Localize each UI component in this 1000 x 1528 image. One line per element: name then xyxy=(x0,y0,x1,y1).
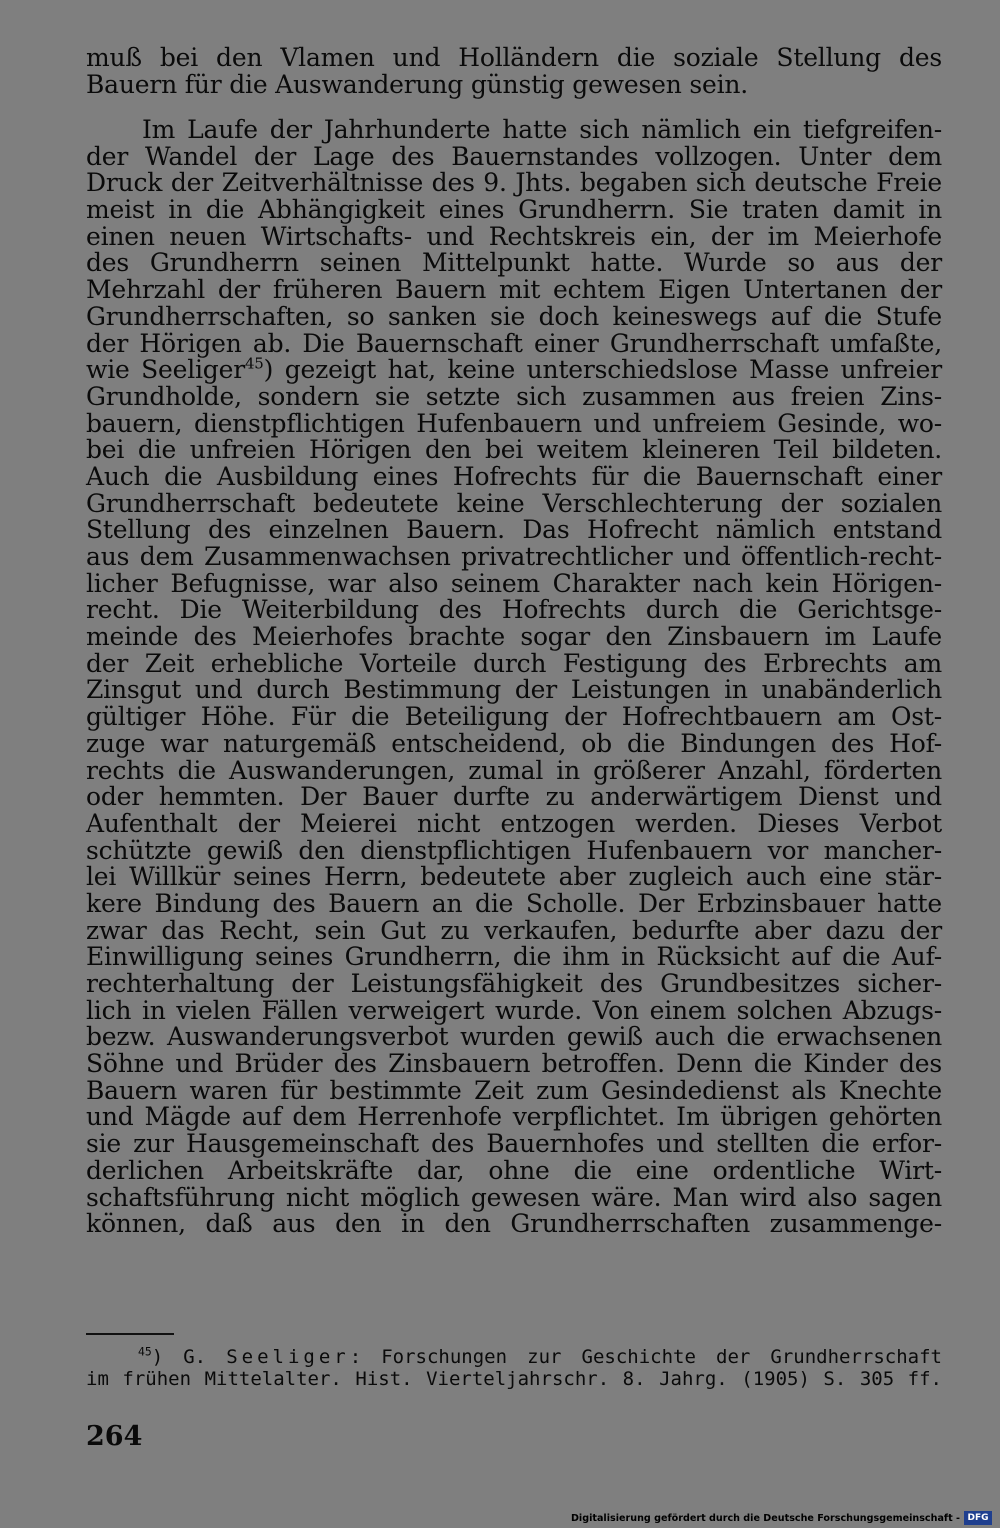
text-line: Im Laufe der Jahrhunderte hatte sich nämlich ein tiefgreifen- xyxy=(142,115,942,144)
text-line: muß bei den Vlamen und Holländern die soziale Stellung des xyxy=(86,43,942,72)
text-line: Mehrzahl der früheren Bauern mit echtem Eigen Untertanen der xyxy=(86,275,942,305)
footnote-line: im frühen Mittelalter. Hist. Vierteljahrschr. 8. Jahrg. (1905) S. 305 ff. xyxy=(86,1368,942,1390)
text-line: Zinsgut und durch Bestimmung der Leistungen in unabänderlich xyxy=(86,675,942,705)
text-line: der Wandel der Lage des Bauernstandes vollzogen. Unter dem xyxy=(86,141,942,171)
text-line: der Hörigen ab. Die Bauernschaft einer Grundherrschaft umfaßte, xyxy=(86,328,942,358)
text-line: der Zeit erhebliche Vorteile durch Festigung des Erbrechts am xyxy=(86,648,942,678)
credit-text: Digitalisierung gefördert durch die Deutsche Forschungsgemeinschaft - xyxy=(570,1512,960,1524)
text-line: schaftsführung nicht möglich gewesen wäre. Man wird also sagen xyxy=(86,1182,942,1212)
footnote-divider xyxy=(86,1333,174,1335)
text-line: Grundherrschaft bedeutete keine Verschlechterung der sozialen xyxy=(86,488,942,518)
text-line: bei die unfreien Hörigen den bei weitem kleineren Teil bildeten. xyxy=(86,435,942,465)
text-line: bauern, dienstpflichtigen Hufenbauern und unfreiem Gesinde, wo- xyxy=(86,408,942,438)
text-line: recht. Die Weiterbildung des Hofrechts durch die Gerichtsge- xyxy=(86,595,942,625)
footnote-line xyxy=(86,1346,942,1368)
line-segment: ) gezeigt hat, keine unterschiedslose Masse unfreier xyxy=(263,355,942,385)
text-line: Bauern waren für bestimmte Zeit zum Gesindedienst als Knechte xyxy=(86,1075,942,1105)
footnote-marker: 45 xyxy=(138,1344,152,1359)
page-number: 264 xyxy=(86,1421,143,1452)
text-line: rechterhaltung der Leistungsfähigkeit des Grundbesitzes sicher- xyxy=(86,969,942,998)
paragraph-1 xyxy=(86,45,942,98)
text-line: können, daß aus den in den Grundherrschaften zusammenge- xyxy=(86,1209,942,1239)
paragraph-2 xyxy=(86,117,942,1238)
line-segment: wie Seeliger xyxy=(86,355,245,385)
footnote-prefix: ) G. xyxy=(151,1346,207,1368)
text-line: Aufenthalt der Meierei nicht entzogen werden. Dieses Verbot xyxy=(86,808,942,838)
dfg-logo-icon: DFG xyxy=(964,1511,992,1525)
text-line: zwar das Recht, sein Gut zu verkaufen, bedurfte aber dazu der xyxy=(86,915,942,945)
text-line: Stellung des einzelnen Bauern. Das Hofrecht nämlich entstand xyxy=(86,515,942,545)
text-line: aus dem Zusammenwachsen privatrechtlicher und öffentlich-recht- xyxy=(86,542,942,571)
text-line: lich in vielen Fällen verweigert wurde. Von einem solchen Abzugs- xyxy=(86,995,942,1025)
text-line: derlichen Arbeitskräfte dar, ohne die eine ordentliche Wirt- xyxy=(86,1155,942,1185)
text-line: Grundholde, sondern sie setzte sich zusammen aus freien Zins- xyxy=(86,381,942,411)
text-line-with-footnote-ref xyxy=(86,354,942,385)
footnote xyxy=(86,1346,942,1390)
text-line: Auch die Ausbildung eines Hofrechts für die Bauernschaft einer xyxy=(86,461,942,491)
text-line: meinde des Meierhofes brachte sogar den Zinsbauern im Laufe xyxy=(86,622,942,652)
text-line: Einwilligung seines Grundherrn, die ihm in Rücksicht auf die Auf- xyxy=(86,942,942,972)
text-line: Bauern für die Auswanderung günstig gewesen sein. xyxy=(86,69,749,99)
text-line: schützte gewiß den dienstpflichtigen Hufenbauern vor mancher- xyxy=(86,835,942,865)
text-line: Druck der Zeitverhältnisse des 9. Jhts. begaben sich deutsche Freie xyxy=(86,168,942,198)
text-line: Grundherrschaften, so sanken sie doch keineswegs auf die Stufe xyxy=(86,301,942,331)
text-line: bezw. Auswanderungsverbot wurden gewiß auch die erwachsenen xyxy=(86,1022,942,1052)
text-line: sie zur Hausgemeinschaft des Bauernhofes und stellten die erfor- xyxy=(86,1129,942,1159)
text-line: einen neuen Wirtschafts- und Rechtskreis ein, der im Meierhofe xyxy=(86,221,942,251)
text-line: meist in die Abhängigkeit eines Grundherrn. Sie traten damit in xyxy=(86,195,942,225)
text-line: licher Befugnisse, war also seinem Charakter nach kein Hörigen- xyxy=(86,568,942,598)
text-line: lei Willkür seines Herrn, bedeutete aber zugleich auch eine stär- xyxy=(86,862,942,892)
text-line: zuge war naturgemäß entscheidend, ob die Bindungen des Hof- xyxy=(86,728,942,758)
text-line: Söhne und Brüder des Zinsbauern betroffen. Denn die Kinder des xyxy=(86,1049,942,1079)
text-line: kere Bindung des Bauern an die Scholle. Der Erbzinsbauer hatte xyxy=(86,888,942,918)
text-line: und Mägde auf dem Herrenhofe verpflichtet. Im übrigen gehörten xyxy=(86,1102,942,1132)
text-line: oder hemmten. Der Bauer durfte zu anderwärtigem Dienst und xyxy=(86,782,942,812)
footnote-title: : Forschungen zur Geschichte der Grundherrschaft xyxy=(349,1346,942,1368)
footnote-author: Seeliger xyxy=(226,1346,350,1368)
text-line: rechts die Auswanderungen, zumal in größerer Anzahl, förderten xyxy=(86,755,942,785)
text-line: des Grundherrn seinen Mittelpunkt hatte. Wurde so aus der xyxy=(86,248,942,278)
footnote-ref[interactable]: 45 xyxy=(244,354,264,373)
digitization-credit xyxy=(571,1511,992,1525)
text-line: gültiger Höhe. Für die Beteiligung der Hofrechtbauern am Ost- xyxy=(86,702,942,732)
